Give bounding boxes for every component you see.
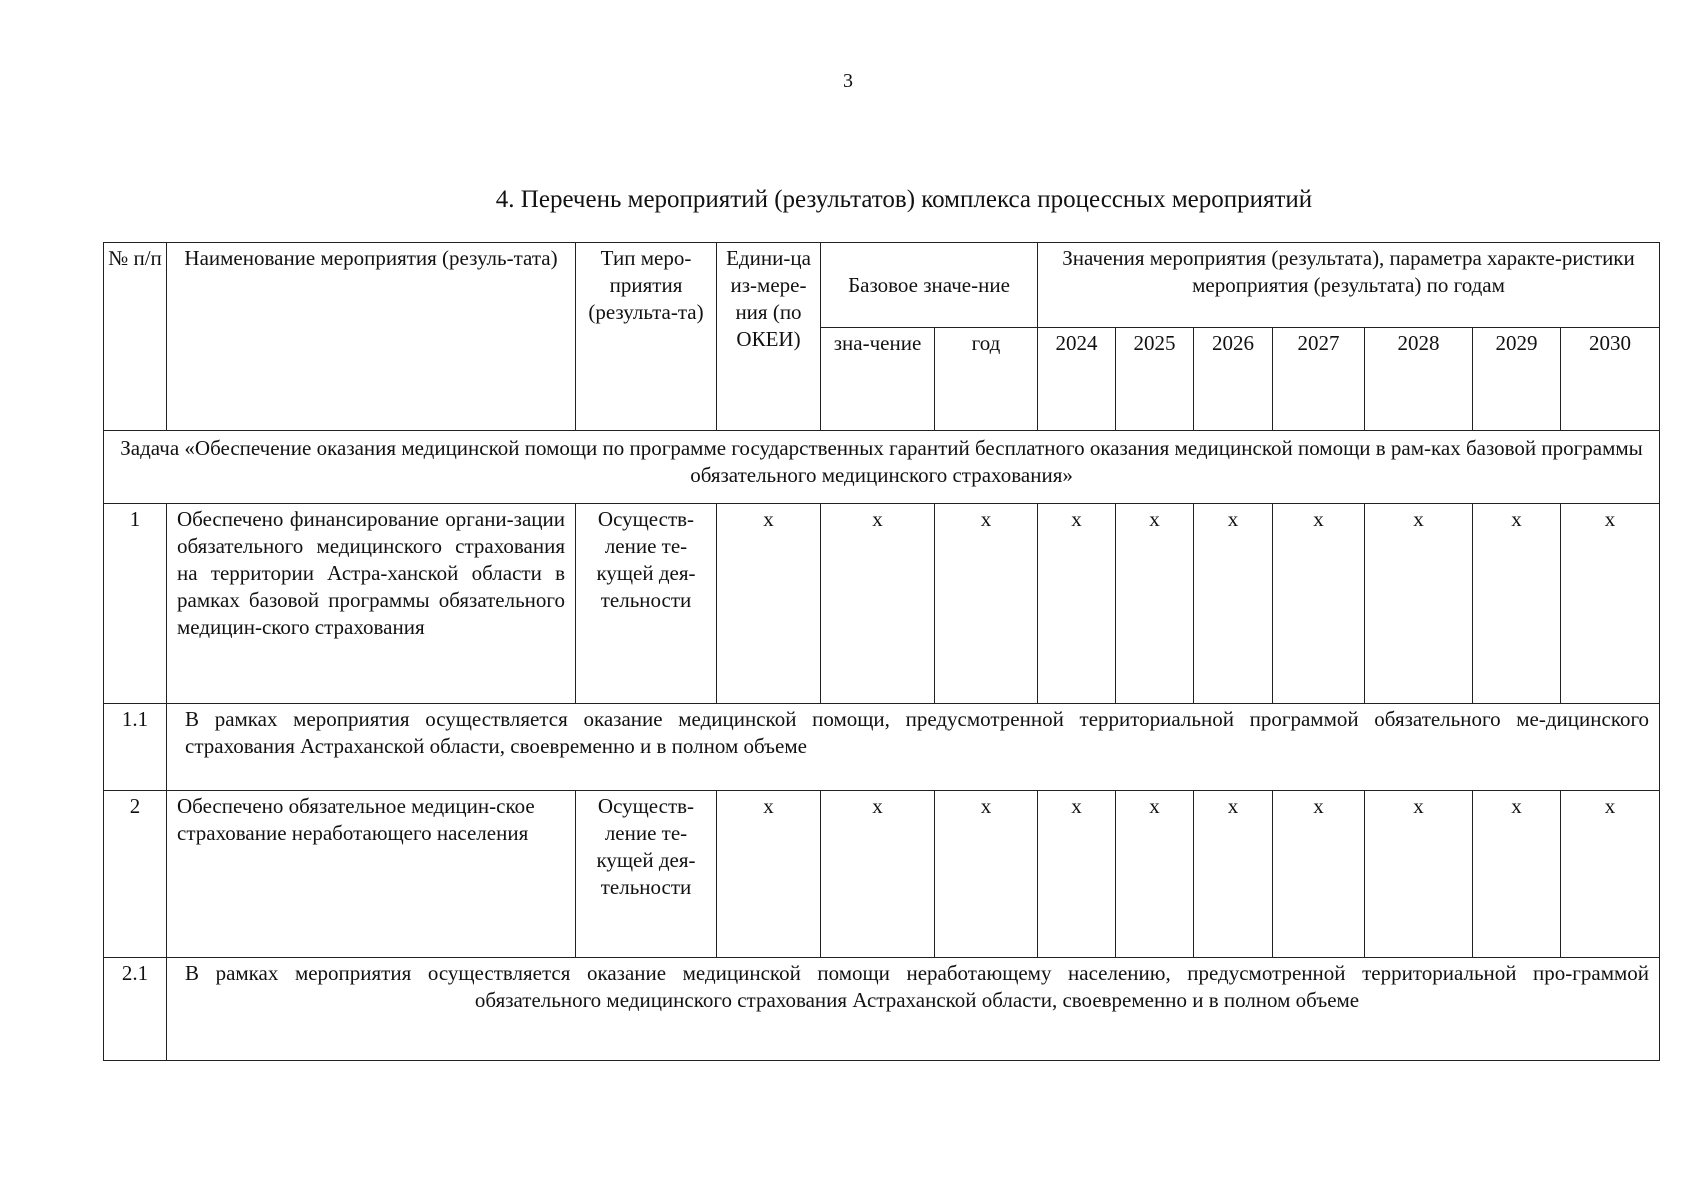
row-cell: x [1194,791,1273,958]
row-cell: x [1273,791,1365,958]
row-cell: x [1561,504,1660,704]
measures-table [103,242,1660,1061]
table-row [104,958,1660,1061]
header-num: № п/п [104,243,167,431]
row-type: Осуществ-ление те-кущей дея-тельности [576,791,717,958]
header-base: Базовое значе-ние [821,243,1038,328]
page-number: 3 [843,70,853,92]
task-text: Задача «Обеспечение оказания медицинской помощи по программе государственных гарантий бесплатного оказания медицинской помощи в рам-ках базовой программы обязательного медицинского страхования» [104,431,1660,504]
header-year: 2024 [1038,328,1116,431]
row-num: 2 [104,791,167,958]
header-year: 2029 [1473,328,1561,431]
header-base-year: год [935,328,1038,431]
section-title: 4. Перечень мероприятий (результатов) комплекса процессных мероприятий [495,186,1313,213]
header-name: Наименование мероприятия (резуль-тата) [167,243,576,431]
table-row [104,791,1660,958]
row-cell: x [717,791,821,958]
row-description: В рамках мероприятия осуществляется оказание медицинской помощи неработающему населению, предусмотренной территориальной про-граммой обязательного медицинского страхования Астраханской области, своевременно и в полном объеме [167,958,1660,1061]
row-cell: x [1365,791,1473,958]
row-cell: x [1194,504,1273,704]
row-name: Обеспечено обязательное медицин-ское страхование неработающего населения [167,791,576,958]
row-cell: x [1473,791,1561,958]
row-cell: x [1038,504,1116,704]
task-row [104,431,1660,504]
header-year: 2025 [1116,328,1194,431]
row-cell: x [1038,791,1116,958]
header-year: 2026 [1194,328,1273,431]
row-name: Обеспечено финансирование органи-зации обязательного медицинского страхования на территории Астра-ханской области в рамках базовой программы обязательного медицин-ского страхования [167,504,576,704]
row-num: 1.1 [104,704,167,791]
row-num: 2.1 [104,958,167,1061]
row-cell: x [1273,504,1365,704]
header-type: Тип меро-приятия (результа-та) [576,243,717,431]
row-cell: x [1116,791,1194,958]
table-row [104,704,1660,791]
header-row-1 [104,243,1660,328]
row-cell: x [821,791,935,958]
row-cell: x [935,504,1038,704]
header-unit: Едини-ца из-мере-ния (по ОКЕИ) [717,243,821,431]
header-values-by-year: Значения мероприятия (результата), параметра характе-ристики мероприятия (результата) по годам [1038,243,1660,328]
row-cell: x [1473,504,1561,704]
row-cell: x [1116,504,1194,704]
row-cell: x [821,504,935,704]
header-base-value: зна-чение [821,328,935,431]
header-year: 2027 [1273,328,1365,431]
row-type: Осуществ-ление те-кущей дея-тельности [576,504,717,704]
header-year: 2028 [1365,328,1473,431]
row-cell: x [1561,791,1660,958]
row-cell: x [935,791,1038,958]
row-cell: x [1365,504,1473,704]
row-description: В рамках мероприятия осуществляется оказание медицинской помощи, предусмотренной территориальной программой обязательного ме-дицинского страхования Астраханской области, своевременно и в полном объеме [167,704,1660,791]
row-num: 1 [104,504,167,704]
table-row [104,504,1660,704]
header-year: 2030 [1561,328,1660,431]
row-cell: x [717,504,821,704]
